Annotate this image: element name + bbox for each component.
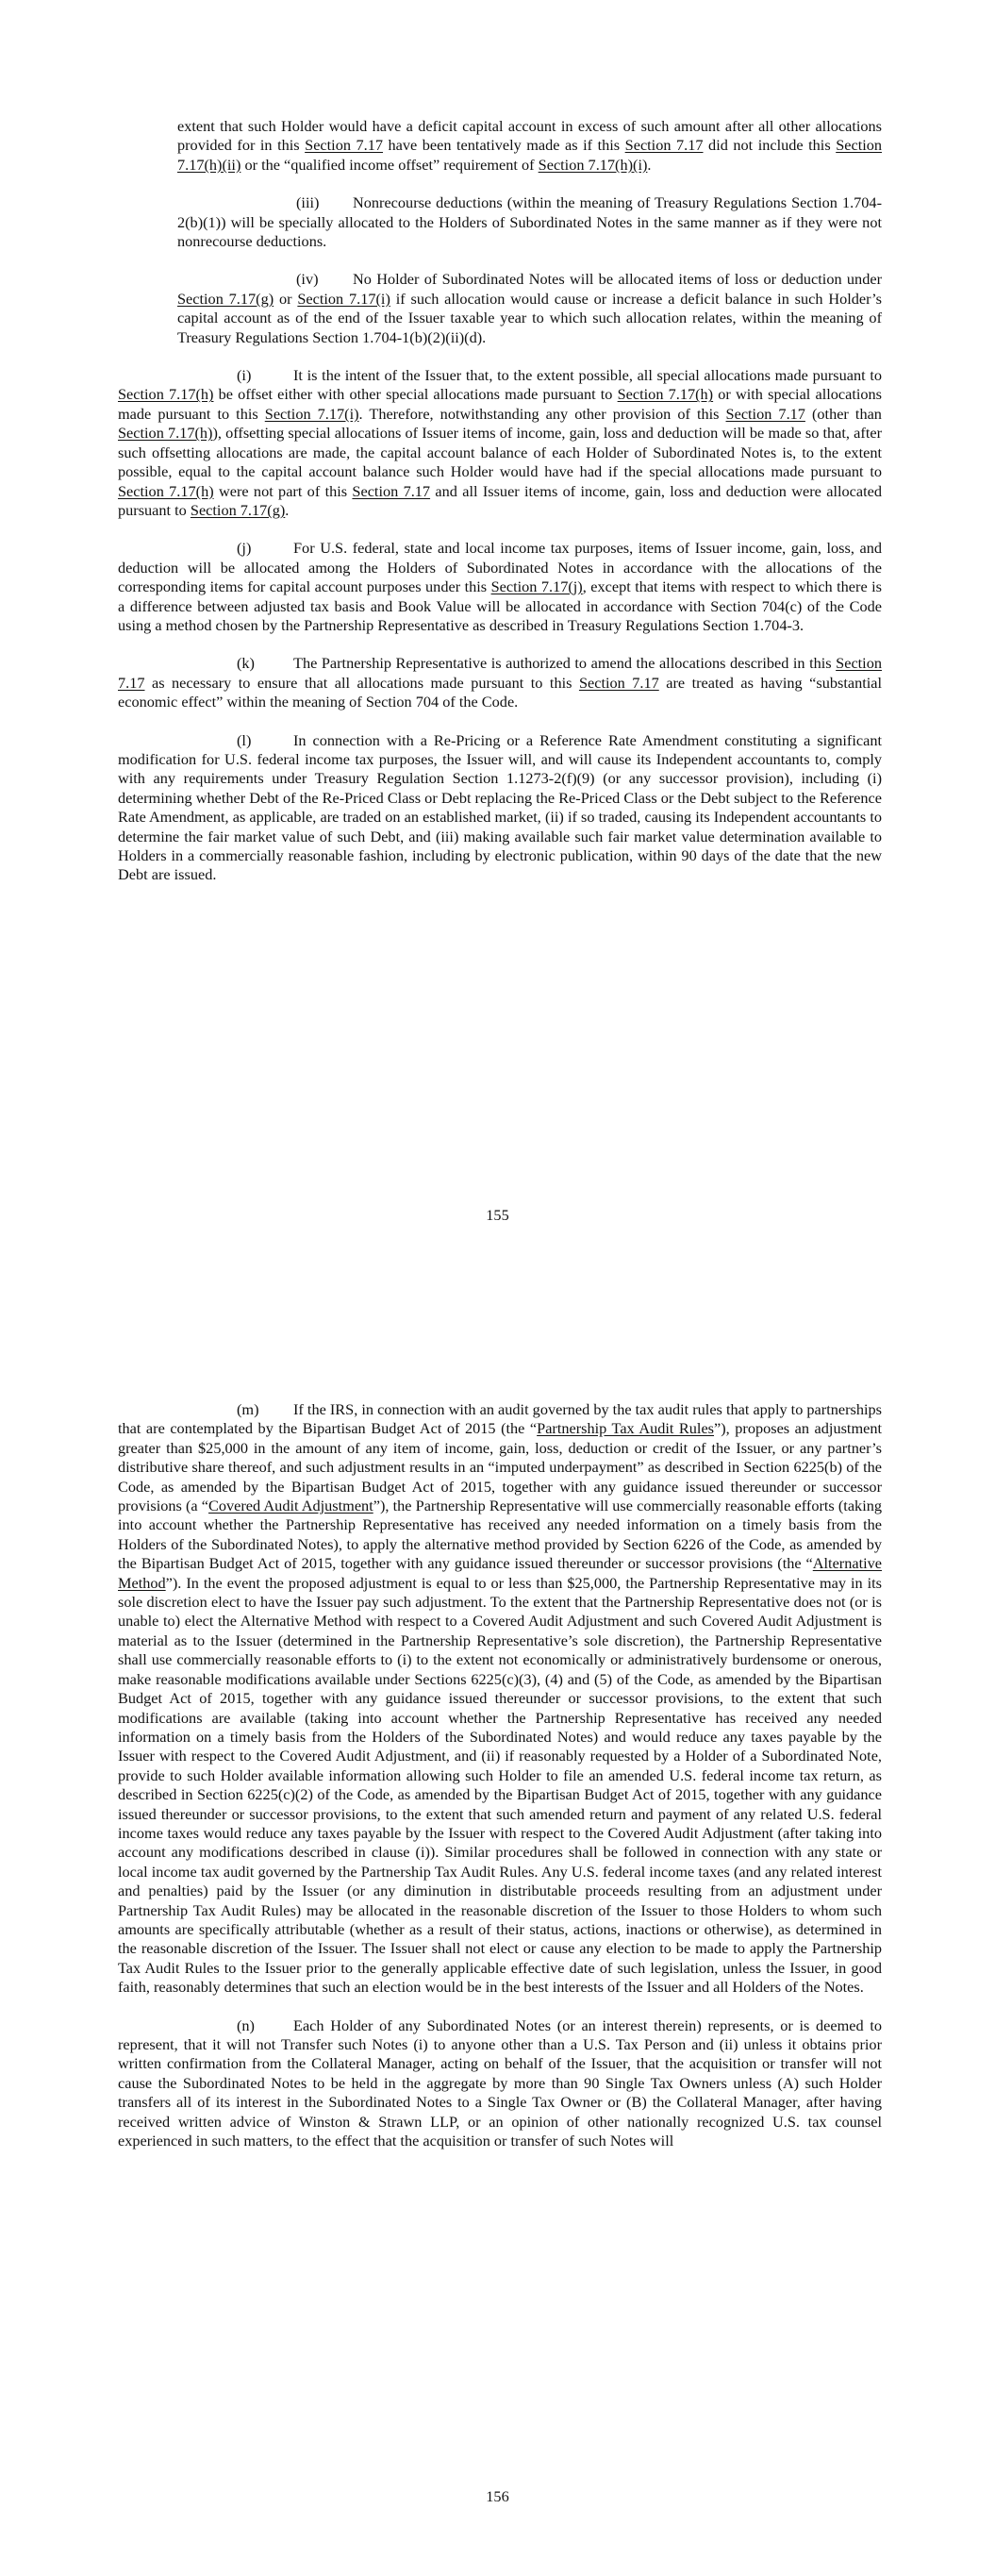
text: . Therefore, notwithstanding any other provision of this bbox=[358, 404, 720, 423]
text: have been tentatively made as if this bbox=[388, 136, 621, 155]
section-ref: Section 7.17 bbox=[118, 654, 882, 692]
page-155-body bbox=[118, 117, 882, 904]
clause-number: (k) bbox=[237, 654, 255, 673]
text: ”). In the event the proposed adjustment is equal to or less than $25,000, the Partnership Representative may in its sole discretion elect to have the Issuer pay such adjustment. To the extent that the Partnership Representative does not (or is unable to) elect the Alternative Method with respect to a Covered Audit Adjustment and such Covered Audit Adjustment is material as to the Issuer (determined in the Partnership Representative’s sole discretion), the Partnership Representative shall use commercially reasonable efforts to (i) to the extent not economically or administratively burdensome or onerous, make reasonable modifications available under Sections 6225(c)(3), (4) and (5) of the Code, as amended by the Bipartisan Budget Act of 2015, together with any guidance issued thereunder or successor provisions, to the extent that such modifications are available (taking into account whether the Partnership Representative has received any needed information on a timely basis from the Holders of the Subordinated Notes) and would reduce any taxes payable by the Issuer with respect to the Covered Audit Adjustment, and (ii) if reasonably requested by a Holder of a Subordinated Note, provide to such Holder available information allowing such Holder to file an amended U.S. federal income tax return, as described in Section 6225(c)(2) of the Code, as amended by the Bipartisan Budget Act of 2015, together with any guidance issued thereunder or successor provisions, to the extent that such amended return and payment of any related U.S. federal income taxes would reduce any taxes payable by the Issuer with respect to the Covered Audit Adjustment (after taking into account any modifications described in clause (i)). Similar procedures shall be followed in connection with any state or local income tax audit governed by the Partnership Tax Audit Rules. Any U.S. federal income taxes (and any related interest and penalties) paid by the Issuer (or any diminution in distributable proceeds resulting from an adjustment under Partnership Tax Audit Rules) may be allocated in the reasonable discretion of the Issuer to those Holders to whom such amounts are specifically attributable (whether as a result of their status, actions, inactions or otherwise), as determined in the reasonable discretion of the Issuer. The Issuer shall not elect or cause any election to be made to apply the Partnership Tax Audit Rules to the Issuer prior to the generally applicable effective date of such legislation, unless the Issuer, in good faith, reasonably determines that such an election would be in the best interests of the Issuer and all Holders of the Notes. bbox=[118, 1573, 882, 1997]
section-ref: Section 7.17(h)(ii) bbox=[177, 136, 883, 174]
text: if such allocation would cause or increase a deficit balance in such Holder’s capital account as of the end of the Issuer taxable year to which such allocation relates, within the meaning of Treasury Regulations Section 1.704-1(b)(2)(ii)(d). bbox=[177, 289, 883, 346]
clause-number: (iii) bbox=[296, 193, 320, 212]
page-number: 156 bbox=[486, 2487, 509, 2505]
section-ref: Section 7.17 bbox=[624, 136, 704, 155]
text: For U.S. federal, state and local income tax purposes, items of Issuer income, gain, loss, and deduction will be allocated among the Holders of Subordinated Notes in accordance with the allocations of the corresponding items for capital account purposes under this bbox=[118, 539, 882, 596]
section-ref: Section 7.17(h) bbox=[118, 424, 213, 443]
section-ref: Section 7.17 bbox=[305, 136, 383, 155]
section-ref: Section 7.17 bbox=[725, 404, 805, 423]
text: In connection with a Re-Pricing or a Reference Rate Amendment constituting a significant modification for U.S. federal income tax purposes, the Issuer will, and will cause its Independent accountants to, comply with any requirements under Treasury Regulation Section 1.1273-2(f)(9) (or any successor provision), including (i) determining whether Debt of the Re-Priced Class or Debt replacing the Re-Priced Class or the Debt subject to the Reference Rate Amendment, as applicable, are traded on an established market, (ii) if so traded, causing its Independent accountants to determine the fair market value of such Debt, and (iii) making available such fair market value determination available to Holders in a commercially reasonable fashion, including by electronic publication, within 90 days of the date that the new Debt are issued. bbox=[118, 730, 882, 884]
paragraph-n bbox=[118, 2016, 882, 2151]
paragraph-m bbox=[118, 1400, 882, 1998]
page-156 bbox=[0, 1283, 995, 2576]
section-ref: Section 7.17(i) bbox=[297, 289, 390, 308]
text: as necessary to ensure that all allocations made pursuant to this bbox=[151, 673, 572, 692]
text: be offset either with other special allocations made pursuant to bbox=[218, 385, 613, 404]
paragraph-k bbox=[118, 654, 882, 711]
paragraph-iv bbox=[118, 270, 882, 347]
section-ref: Section 7.17(j) bbox=[490, 577, 583, 596]
text: Nonrecourse deductions (within the meaning of Treasury Regulations Section 1.704-2(b)(1)) will be specially allocated to the Holders of Subordinated Notes in the same manner as if they were not nonrecourse deductions. bbox=[177, 193, 882, 251]
page-155 bbox=[0, 0, 995, 1283]
text: ”), proposes an adjustment greater than $25,000 in the amount of any item of income, gain, loss, deduction or credit of the Issuer, or any partner’s distributive share thereof, and such adjustment results in an “imputed underpayment” as described in Section 6225(b) of the Code, as amended by the Bipartisan Budget Act of 2015, together with any guidance issued thereunder or successor provisions (a “ bbox=[118, 1419, 882, 1515]
clause-number: (iv) bbox=[296, 270, 319, 289]
section-ref: Section 7.17(g) bbox=[177, 289, 274, 308]
clause-number: (m) bbox=[237, 1400, 259, 1418]
defined-term: Covered Audit Adjustment bbox=[208, 1497, 373, 1515]
defined-term: Alternative Method bbox=[118, 1554, 882, 1592]
text: or the “qualified income offset” requirement of bbox=[244, 155, 535, 174]
text: are treated as having “substantial economic effect” within the meaning of Section 704 of the Code. bbox=[118, 673, 883, 711]
section-ref: Section 7.17(i) bbox=[264, 404, 359, 423]
text: . bbox=[285, 500, 290, 519]
clause-number: (l) bbox=[237, 730, 252, 749]
text: were not part of this bbox=[218, 481, 348, 500]
section-ref: Section 7.17(h)(i) bbox=[538, 155, 648, 174]
defined-term: Partnership Tax Audit Rules bbox=[537, 1419, 715, 1438]
text: ), offsetting special allocations of Issuer items of income, gain, loss and deduction will be made so that, after such offsetting allocations are made, the capital account balance of each Holder of Subordinated Notes is, to the extent possible, equal to the capital account balance such Holder would have had if the special allocations made pursuant to bbox=[118, 424, 882, 481]
text: . bbox=[647, 155, 652, 174]
text: It is the intent of the Issuer that, to the extent possible, all special allocations made pursuant to bbox=[293, 366, 882, 385]
section-ref: Section 7.17 bbox=[578, 673, 659, 692]
paragraph-j bbox=[118, 539, 882, 635]
text: The Partnership Representative is authorized to amend the allocations described in this bbox=[293, 654, 832, 673]
text: did not include this bbox=[708, 136, 831, 155]
page-number: 155 bbox=[486, 1206, 509, 1224]
paragraph-iii bbox=[118, 193, 882, 251]
text: (other than bbox=[811, 404, 882, 423]
text: or with special allocations made pursuant to this bbox=[118, 385, 883, 423]
section-ref: Section 7.17(h) bbox=[118, 481, 214, 500]
section-ref: Section 7.17(h) bbox=[617, 385, 714, 404]
text: No Holder of Subordinated Notes will be allocated items of loss or deduction under bbox=[353, 270, 882, 289]
text: and all Issuer items of income, gain, loss and deduction were allocated pursuant to bbox=[118, 481, 882, 519]
text: ”), the Partnership Representative will use commercially reasonable efforts (taking into account whether the Partnership Representative has received any needed information on a timely basis from the Holders of the Subordinated Notes), to apply the alternative method provided by Section 6226 of the Code, as amended by the Bipartisan Budget Act of 2015, together with any guidance issued thereunder or successor provisions (the “ bbox=[118, 1497, 883, 1573]
paragraph-continuation bbox=[118, 117, 882, 175]
text: If the IRS, in connection with an audit governed by the tax audit rules that apply to partnerships that are contemplated by the Bipartisan Budget Act of 2015 (the “ bbox=[118, 1400, 882, 1438]
clause-number: (n) bbox=[237, 2016, 255, 2034]
clause-number: (j) bbox=[237, 539, 252, 558]
section-ref: Section 7.17 bbox=[352, 481, 431, 500]
section-ref: Section 7.17(g) bbox=[190, 500, 286, 519]
section-ref: Section 7.17(h) bbox=[118, 385, 214, 404]
page-156-body bbox=[118, 1400, 882, 2169]
clause-number: (i) bbox=[237, 366, 252, 385]
text: Each Holder of any Subordinated Notes (or an interest therein) represents, or is deemed to represent, that it will not Transfer such Notes (i) to anyone other than a U.S. Tax Person and (ii) unless it obtains prior written confirmation from the Collateral Manager, acting on behalf of the Issuer, that the acquisition or transfer will not cause the Subordinated Notes to be held in the aggregate by more than 90 Single Tax Owners unless (A) such Holder transfers all of its interest in the Subordinated Notes to a Single Tax Owner or (B) the Collateral Manager, after having received written advice of Winston & Strawn LLP, or an opinion of other nationally recognized U.S. tax counsel experienced in such matters, to the effect that the acquisition or transfer of such Notes will bbox=[118, 2016, 882, 2150]
paragraph-l bbox=[118, 731, 882, 885]
text: or bbox=[278, 289, 292, 308]
text: extent that such Holder would have a deficit capital account in excess of such amount after all other allocations provided for in this bbox=[177, 117, 882, 155]
text: , except that items with respect to which there is a difference between adjusted tax basis and Book Value will be allocated in accordance with Section 704(c) of the Code using a method chosen by the Partnership Representative as described in Treasury Regulations Section 1.704-3. bbox=[118, 577, 882, 634]
paragraph-i bbox=[118, 366, 882, 520]
